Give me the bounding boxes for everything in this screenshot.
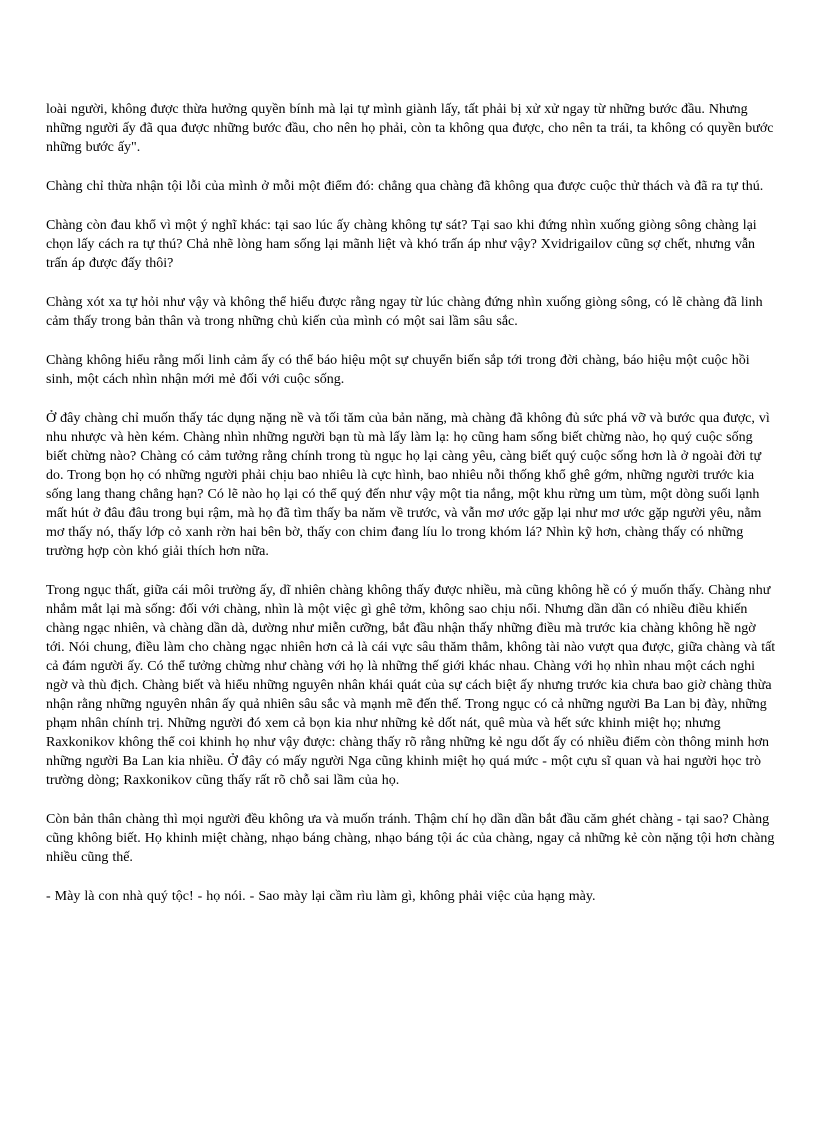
document-page	[46, 100, 776, 926]
paragraph-2: Chàng chỉ thừa nhận tội lỗi của mình ở mỗi một điểm đó: chẳng qua chàng đã không qua được cuộc thử thách và đã ra tự thú.	[46, 179, 764, 194]
paragraph-9: - Mày là con nhà quý tộc! - họ nói. - Sao mày lại cầm rìu làm gì, không phải việc của hạng mày.	[46, 889, 596, 904]
paragraph-4: Chàng xót xa tự hỏi như vậy và không thể hiểu được rằng ngay từ lúc chàng đứng nhìn xuống giòng sông, có lẽ chàng đã linh cảm thấy trong bản thân và trong những chủ kiến của mình có một sai lầm sâu sắc.	[46, 295, 763, 329]
paragraph-6: Ở đây chàng chỉ muốn thấy tác dụng nặng nề và tối tăm của bản năng, mà chàng đã không đủ sức phá vỡ và bước qua được, vì nhu nhược và hèn kém. Chàng nhìn những người bạn tù mà lấy làm lạ: họ cũng ham sống biết chừng nào, họ quý cuộc sống biết chừng nào? Chàng có cảm tưởng rằng chính trong tù ngục họ lại càng yêu, càng biết quý cuộc sống hơn là ở ngoài đời tự do. Trong bọn họ có những người phải chịu bao nhiêu là cực hình, bao nhiêu nỗi thống khổ ghê gớm, những người trước kia sống lang thang chẳng hạn? Có lẽ nào họ lại có thể quý đến như vậy một tia nắng, một khu rừng um tùm, một dòng suối lạnh mất hút ở đâu đâu trong bụi rậm, mà họ đã tìm thấy ba năm về trước, và vẫn mơ ước gặp lại như mơ ước gặp người yêu, nằm mơ thấy nó, thấy lớp cỏ xanh rờn hai bên bờ, thấy con chim đang líu lo trong khóm lá? Nhìn kỹ hơn, chàng thấy có những trường hợp còn khó giải thích hơn nữa.	[46, 411, 770, 559]
paragraph-5: Chàng không hiểu rằng mối linh cảm ấy có thể báo hiệu một sự chuyển biến sắp tới trong đời chàng, báo hiệu một cuộc hồi sinh, một cách nhìn nhận mới mẻ đối với cuộc sống.	[46, 353, 750, 387]
paragraph-8: Còn bản thân chàng thì mọi người đều không ưa và muốn tránh. Thậm chí họ dần dần bắt đầu căm ghét chàng - tại sao? Chàng cũng không biết. Họ khinh miệt chàng, nhạo báng chàng, nhạo báng tội ác của chàng, ngay cả những kẻ còn nặng tội hơn chàng nhiều cũng thế.	[46, 812, 775, 865]
paragraph-7: Trong ngục thất, giữa cái môi trường ấy, dĩ nhiên chàng không thấy được nhiều, mà cũng không hề có ý muốn thấy. Chàng như nhắm mắt lại mà sống: đối với chàng, nhìn là một việc gì ghê tởm, không sao chịu nổi. Nhưng dần dần có nhiều điều khiến chàng ngạc nhiên, và chàng dần dà, dường như miễn cưỡng, bắt đầu nhận thấy những điều mà trước kia chàng không hề ngờ tới. Nói chung, điều làm cho chàng ngạc nhiên hơn cả là cái vực sâu thăm thẳm, không tài nào vượt qua được, giữa chàng và tất cả đám người ấy. Có thể tưởng chừng như chàng với họ là những thế giới khác nhau. Chàng với họ nhìn nhau một cách nghi ngờ và thù địch. Chàng biết và hiểu những nguyên nhân khái quát của sự cách biệt ấy nhưng trước kia chưa bao giờ chàng thừa nhận rằng những nguyên nhân ấy quả nhiên sâu sắc và mạnh mẽ đến thế. Trong ngục có cả những người Ba Lan bị đày, những phạm nhân chính trị. Những người đó xem cả bọn kia như những kẻ dốt nát, quê mùa và hết sức khinh miệt họ; nhưng Raxkonikov không thể coi khinh họ như vậy được: chàng thấy rõ rằng những kẻ ngu dốt ấy có nhiều điểm còn thông minh hơn những người Ba Lan kia nhiều. Ở đây có mấy người Nga cũng khinh miệt họ quá mức - một cựu sĩ quan và hai người học trò trường dòng; Raxkonikov cũng thấy rất rõ chỗ sai lầm của họ.	[46, 583, 776, 788]
paragraph-1: loài người, không được thừa hưởng quyền bính mà lại tự mình giành lấy, tất phải bị xử xử ngay từ những bước đầu. Nhưng những người ấy đã qua được những bước đầu, cho nên họ phải, còn ta không qua được, cho nên ta trái, ta không có quyền bước những bước ấy".	[46, 102, 774, 155]
paragraph-3: Chàng còn đau khổ vì một ý nghĩ khác: tại sao lúc ấy chàng không tự sát? Tại sao khi đứng nhìn xuống giòng sông chàng lại chọn lấy cách ra tự thú? Chả nhẽ lòng ham sống lại mãnh liệt và khó trấn áp như vậy? Xvidrigailov cũng sợ chết, nhưng vẫn trấn áp được đấy thôi?	[46, 218, 757, 271]
